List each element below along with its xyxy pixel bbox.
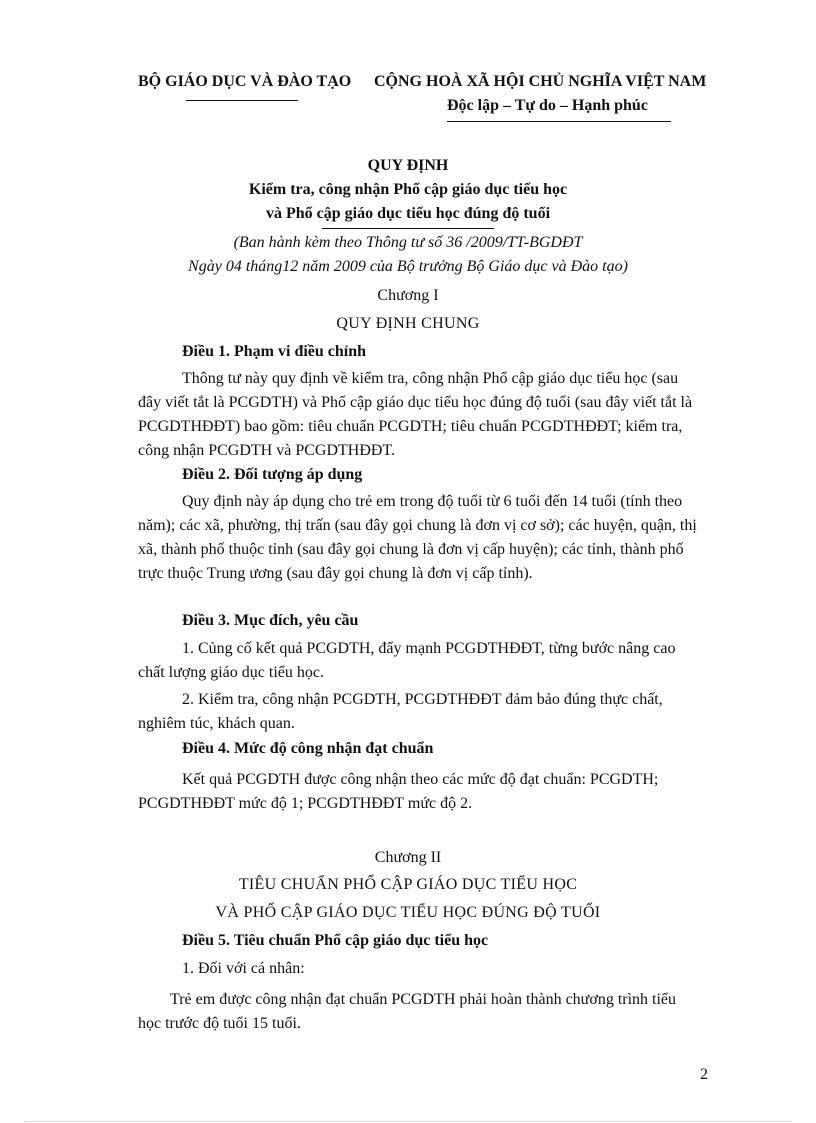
document-title: QUY ĐỊNH: [367, 157, 449, 174]
article-5-heading: Điều 5. Tiêu chuẩn Phổ cập giáo dục tiểu học: [182, 932, 489, 949]
issuance-note-line-2: Ngày 04 tháng12 năm 2009 của Bộ trưởng Bộ Giáo dục và Đào tạo): [188, 258, 628, 275]
document-subtitle-line-1: Kiểm tra, công nhận Phổ cập giáo dục tiểu học: [248, 181, 568, 198]
article-2-heading: Điều 2. Đối tượng áp dụng: [182, 466, 363, 483]
chapter-2-label: Chương II: [374, 849, 442, 866]
article-4-heading: Điều 4. Mức độ công nhận đạt chuẩn: [182, 740, 434, 757]
chapter-1-heading: QUY ĐỊNH CHUNG: [336, 315, 480, 332]
article-5-item-1: 1. Đối với cá nhân:: [182, 960, 305, 977]
chapter-1-label: Chương I: [377, 287, 439, 304]
national-motto: Độc lập – Tự do – Hạnh phúc: [447, 97, 648, 114]
article-3-item-1: 1. Củng cố kết quả PCGDTH, đẩy mạnh PCGDTHĐĐT, từng bước nâng cao chất lượng giáo dục tiểu học.: [138, 640, 676, 681]
chapter-2-heading-line-1: TIÊU CHUẨN PHỔ CẬP GIÁO DỤC TIỂU HỌC: [238, 876, 578, 893]
article-1-paragraph: Thông tư này quy định về kiểm tra, công nhận Phổ cập giáo dục tiểu học (sau đây viết tắt là PCGDTH) và Phổ cập giáo dục tiểu học đúng độ tuổi (sau đây viết tắt là PCGDTHĐĐT) bao gồm: tiêu chuẩn PCGDTH; tiêu chuẩn PCGDTHĐĐT; kiểm tra, công nhận PCGDTH và PCGDTHĐĐT.: [138, 370, 693, 459]
page-number: 2: [700, 1066, 708, 1083]
subtitle-underline: [322, 228, 494, 229]
chapter-2-heading-line-2: VÀ PHỔ CẬP GIÁO DỤC TIỂU HỌC ĐÚNG ĐỘ TUỔI: [215, 904, 601, 921]
issuance-note-line-1: (Ban hành kèm theo Thông tư số 36 /2009/TT-BGDĐT: [233, 234, 583, 251]
ministry-underline: [186, 100, 298, 101]
article-3-heading: Điều 3. Mục đích, yêu cầu: [182, 612, 359, 629]
article-3-item-2: 2. Kiểm tra, công nhận PCGDTH, PCGDTHĐĐT đảm bảo đúng thực chất, nghiêm túc, khách quan.: [138, 691, 663, 732]
article-5-paragraph: Trẻ em được công nhận đạt chuẩn PCGDTH phải hoàn thành chương trình tiểu học trước độ tuổi 15 tuổi.: [138, 991, 677, 1032]
ministry-name: BỘ GIÁO DỤC VÀ ĐÀO TẠO: [138, 73, 352, 90]
article-4-paragraph: Kết quả PCGDTH được công nhận theo các mức độ đạt chuẩn: PCGDTH; PCGDTHĐĐT mức độ 1; PCGDTHĐĐT mức độ 2.: [138, 771, 659, 812]
article-2-paragraph: Quy định này áp dụng cho trẻ em trong độ tuổi từ 6 tuổi đến 14 tuổi (tính theo năm); các xã, phường, thị trấn (sau đây gọi chung là đơn vị cơ sở); các huyện, quận, thị xã, thành phố thuộc tỉnh (sau đây gọi chung là đơn vị cấp huyện); các tỉnh, thành phố trực thuộc Trung ương (sau đây gọi chung là đơn vị cấp tỉnh).: [138, 493, 697, 582]
article-1-heading: Điều 1. Phạm vi điều chỉnh: [182, 343, 367, 360]
page-bottom-border: [24, 1121, 792, 1122]
republic-name: CỘNG HOÀ XÃ HỘI CHỦ NGHĨA VIỆT NAM: [374, 73, 707, 90]
document-subtitle-line-2: và Phổ cập giáo dục tiểu học đúng độ tuổi: [265, 205, 551, 222]
motto-underline: [447, 121, 671, 122]
